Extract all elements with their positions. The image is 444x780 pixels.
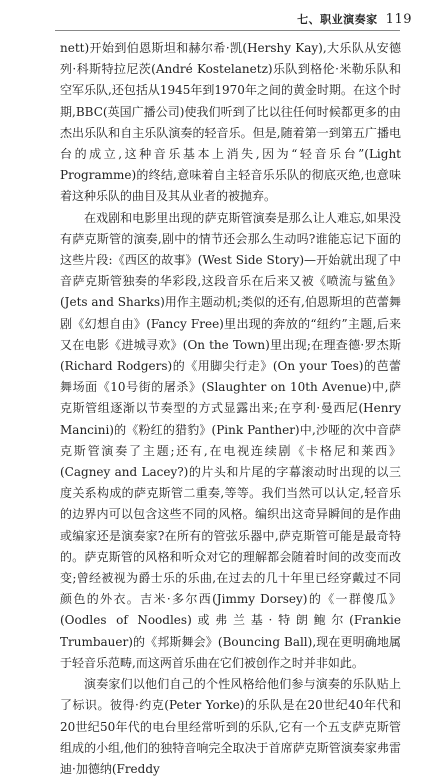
paragraph-performers: 演奏家们以他们自己的个性风格给他们参与演奏的乐队贴上了标识。彼得·约克(Peter Yorke)的乐队是在20世纪40年代和20世纪50年代的电台里经常听到的乐队,它有一个五支萨克斯管组成的小组,他们的独特音响完全取决于首席萨克斯管演奏家弗雷迪·加德纳(Freddy	[60, 677, 401, 776]
page-number: 119	[385, 12, 412, 27]
paragraph-continued: nett)开始到伯恩斯坦和赫尔希·凯(Hershy Kay),大乐队从安德列·科斯特拉尼茨(André Kostelanetz)乐队到格伦·米勒乐队和空军乐队,还包括从1945年到1970年之间的黄金时期。在这个时期,BBC(英国广播公司)使我们听到了比以往任何时候都更多的由杰出乐队和自主乐队演奏的轻音乐。但是,随着第一到第五广播电台的成立,这种音乐基本上消失,因为“轻音乐台”(Light Programme)的终结,意味着自主轻音乐乐队的彻底灭绝,也意味着这种乐队的曲目及其从业者的被抛弃。	[60, 41, 401, 204]
chapter-title: 七、职业演奏家	[297, 13, 378, 26]
running-header	[297, 11, 412, 27]
body-text	[60, 38, 401, 780]
header-rule	[55, 30, 400, 31]
paragraph-saxophone-in-film: 在戏剧和电影里出现的萨克斯管演奏是那么让人难忘,如果没有萨克斯管的演奏,剧中的情节还会那么生动吗?谁能忘记下面的这些片段:《西区的故事》(West Side Story)—开始就出现了中音萨克斯管独奏的华彩段,这段音乐在后来又被《喷流与鲨鱼》(Jets and Sharks)用作主题动机;类似的还有,伯恩斯坦的芭蕾舞剧《幻想自由》(Fancy Free)里出现的奔放的“纽约”主题,后来又在电影《进城寻欢》(On the Town)里出现;在理查德·罗杰斯(Richard Rodgers)的《用脚尖行走》(On your Toes)的芭蕾舞场面《10号街的屠杀》(Slaughter on 10th Avenue)中,萨克斯管组逐渐以节奏型的方式显露出来;在亨利·曼西尼(Henry Mancini)的《粉红的猎豹》(Pink Panther)中,沙哑的次中音萨克斯管演奏了主题;还有,在电视连续剧《卡格尼和莱西》(Cagney and Lacey?)的片头和片尾的字幕滚动时出现的以三度关系构成的萨克斯管二重奏,等等。我们当然可以认定,轻音乐的边界内可以包含这些不同的风格。编织出这奇异瞬间的是作曲或编家还是演奏家?在所有的管弦乐器中,萨克斯管可能是最奇特的。萨克斯管的风格和听众对它的理解都会随着时间的改变而改变;曾经被视为爵士乐的乐曲,在过去的几十年里已经穿戴过不同颜色的外衣。吉米·多尔西(Jimmy Dorsey)的《一群傻瓜》(Oodles of Noodles)或弗兰基·特朗鲍尔(Frankie Trumbauer)的《邦斯舞会》(Bouncing Ball),现在更明确地属于轻音乐范畴,而这两首乐曲在它们被创作之时并非如此。	[60, 210, 401, 670]
